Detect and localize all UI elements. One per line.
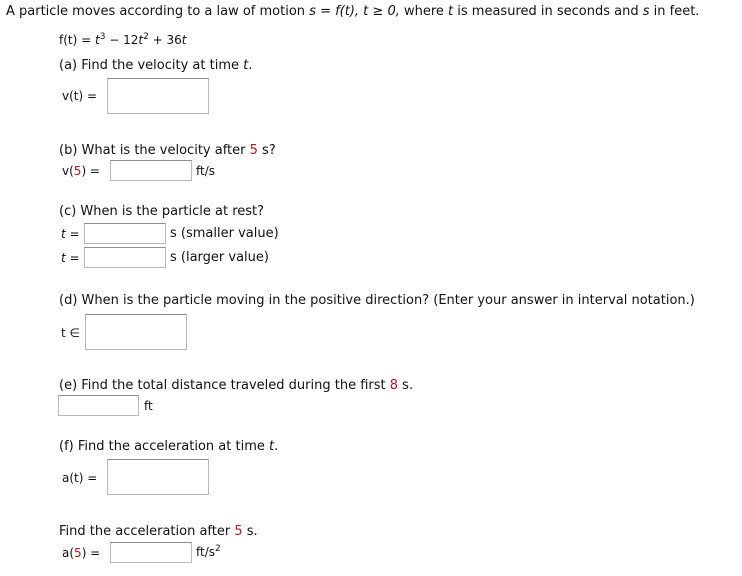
part-a-end: . [248,58,253,73]
acceleration-label: a(t) = [62,471,98,485]
part-g-time: 5 [234,524,243,539]
label-part: ) = [81,164,100,178]
acceleration-function-input[interactable] [107,459,209,495]
part-a-text: (a) Find the velocity at time [59,58,244,73]
intro-var-t: t [448,4,454,19]
distance-unit: ft [144,399,153,413]
label-part: a( [62,546,75,560]
problem-statement [6,4,699,19]
f-var: t [181,33,187,47]
total-distance-input[interactable] [58,395,139,416]
part-f-var: t [269,439,275,454]
part-b-text: s? [257,143,276,158]
rest-time-larger-input[interactable] [84,247,166,268]
part-c-question: (c) When is the particle at rest? [59,204,265,219]
rest-time-2-label: t = [61,251,80,265]
acceleration-at-5-label [62,546,100,560]
part-d-question: (d) When is the particle moving in the positive direction? (Enter your answer in interval notation.) [59,293,695,308]
velocity-at-5-input[interactable] [110,160,192,181]
velocity-unit: ft/s [196,164,216,178]
rest-time-smaller-input[interactable] [84,223,166,244]
part-b-text: (b) What is the velocity after [59,143,250,158]
part-f-text: (f) Find the acceleration at time [59,439,269,454]
label-number: 5 [74,546,82,560]
part-g-text: s. [242,524,258,539]
intro-text: where [399,4,449,19]
part-a-var: t [243,58,249,73]
part-e-time: 8 [389,378,399,393]
velocity-at-5-label [62,164,100,178]
rest-time-larger-unit: s (larger value) [170,250,269,265]
acceleration-at-5-input[interactable] [110,542,192,563]
rest-time-1-label: t = [61,227,80,241]
unit-exponent: 2 [215,544,221,554]
interval-label: t ∈ [61,326,80,340]
label-part: v( [62,164,74,178]
f-term: + 36 [148,33,182,47]
label-part: ) = [81,546,101,560]
f-var: t [94,33,100,47]
part-f-question [59,439,278,454]
unit-text: ft/s [196,545,216,559]
f-var: t [138,33,144,47]
f-term: − 12 [105,33,139,47]
f-exponent: 2 [143,32,149,42]
intro-text: in feet. [649,4,700,19]
f-exponent: 3 [99,32,106,42]
part-a-question [59,58,252,73]
part-g-question [59,524,258,539]
velocity-function-input[interactable] [107,78,209,114]
intro-text: A particle moves according to a law of motion [6,4,310,19]
part-e-text: s. [398,378,414,393]
rest-time-smaller-unit: s (smaller value) [170,226,279,241]
intro-text: is measured in seconds and [453,4,643,19]
part-e-text: (e) Find the total distance traveled during the first [59,378,390,393]
part-b-question [59,143,276,158]
part-b-time: 5 [249,143,258,158]
acceleration-unit [196,545,221,559]
f-lhs: f(t) = [59,33,95,47]
law-of-motion: s = f(t), t ≥ 0, [309,4,400,19]
intro-var-s: s [642,4,650,19]
part-g-text: Find the acceleration after [59,524,235,539]
part-f-end: . [274,439,279,454]
positive-direction-interval-input[interactable] [85,314,187,350]
part-e-question [59,378,413,393]
function-definition [59,33,187,47]
velocity-label: v(t) = [62,89,98,103]
label-number: 5 [73,164,82,178]
